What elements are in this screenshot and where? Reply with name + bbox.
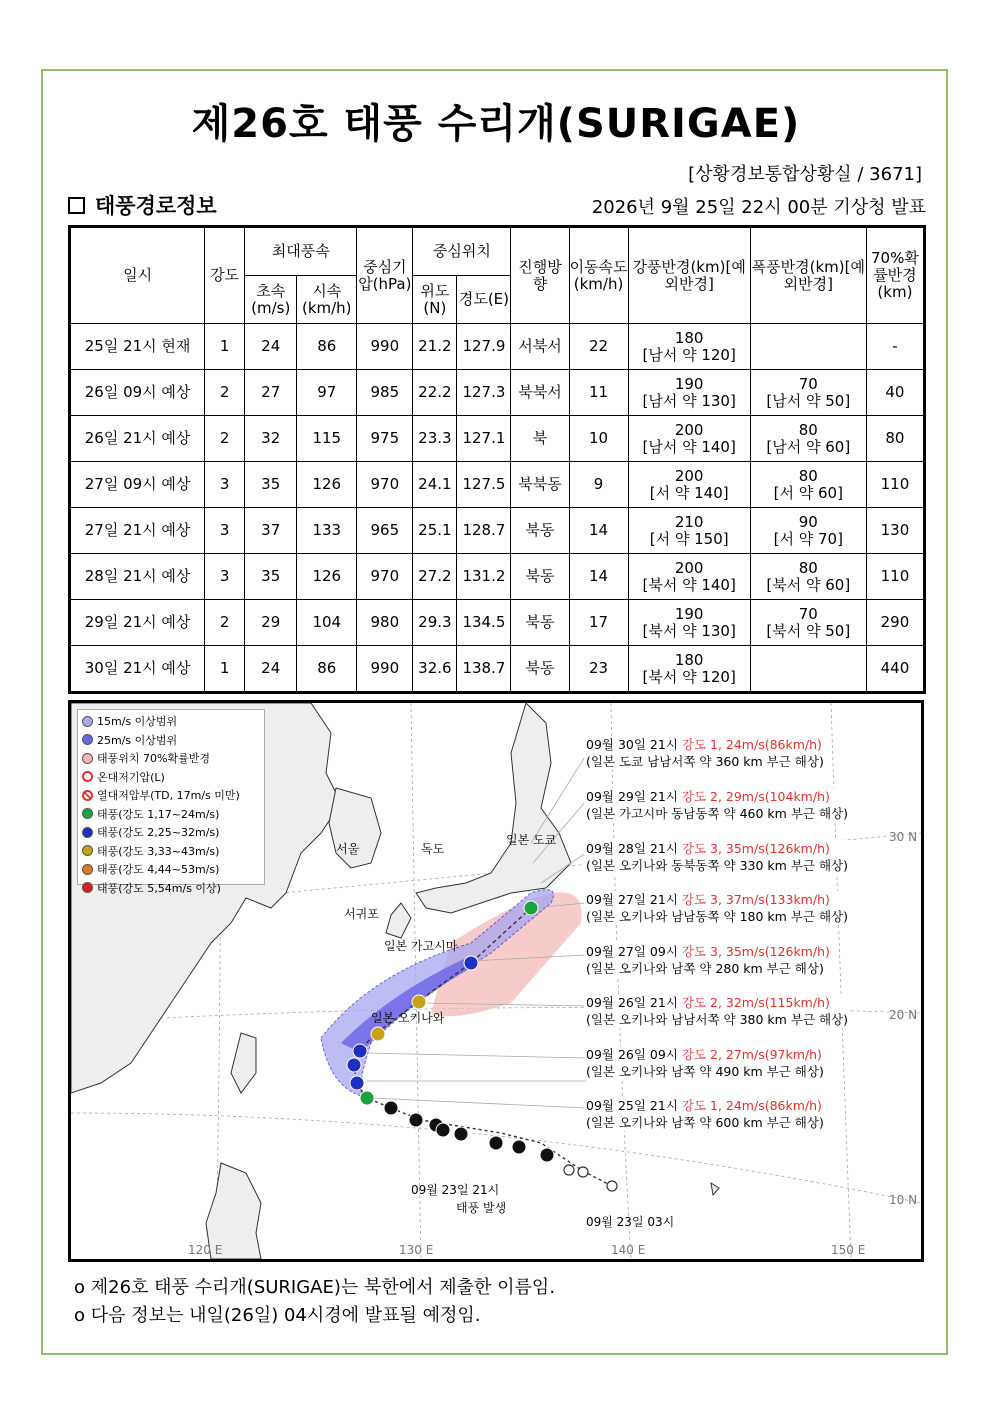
- cell-prob-radius: 440: [866, 646, 924, 693]
- cell-prob-radius: 130: [866, 508, 924, 554]
- legend-item: [82, 768, 260, 787]
- cell-time: 30일 21시 예상: [70, 646, 205, 693]
- cell-lon: 128.7: [457, 508, 511, 554]
- section-title: 태풍경로정보: [95, 194, 217, 218]
- cell-storm-radius: [750, 600, 866, 646]
- legend-label: 15m/s 이상범위: [97, 715, 178, 729]
- forecast-label: [584, 788, 850, 822]
- legend-swatch-icon: [82, 734, 93, 745]
- axis-lon-140: 140 E: [611, 1243, 646, 1257]
- cell-gale-radius: [628, 554, 750, 600]
- forecast-label: [584, 736, 826, 770]
- cell-direction: 북동: [511, 554, 569, 600]
- cell-direction: 서북서: [511, 324, 569, 370]
- cell-wind-ms: 27: [245, 370, 297, 416]
- radius-value: 180: [674, 650, 704, 669]
- table-row: [70, 600, 925, 646]
- track-table: [68, 225, 926, 694]
- forecast-date: 09월 26일 21시: [586, 995, 678, 1010]
- radius-value: 190: [674, 604, 704, 623]
- tropical-depression-icon: [607, 1181, 617, 1191]
- place-kagoshima: 일본 가고시마: [384, 939, 458, 953]
- issued-time: 2026년 9월 25일 22시 00분 기상청 발표: [591, 197, 926, 218]
- cell-lat: 25.1: [413, 508, 457, 554]
- legend-item: [82, 842, 260, 861]
- cell-wind-ms: 35: [245, 554, 297, 600]
- cell-lon: 131.2: [457, 554, 511, 600]
- cell-storm-radius: [750, 416, 866, 462]
- table-row: [70, 554, 925, 600]
- radius-value: 70: [798, 604, 818, 623]
- legend-label: 열대저압부(TD, 17m/s 미만): [97, 789, 240, 803]
- forecast-location: (일본 가고시마 동남동쪽 약 460 km 부근 해상): [586, 806, 848, 821]
- col-strength: 강도: [205, 227, 245, 324]
- forecast-strength: 강도 3, 37m/s(133km/h): [681, 892, 830, 907]
- cell-time: 27일 09시 예상: [70, 462, 205, 508]
- cell-pressure: 975: [357, 416, 413, 462]
- formation-label: 태풍 발생: [456, 1201, 507, 1215]
- cell-lon: 127.5: [457, 462, 511, 508]
- office-contact: [상황경보통합상황실 / 3671]: [688, 164, 922, 185]
- legend-item: [82, 712, 260, 731]
- cell-gale-radius: [628, 600, 750, 646]
- cell-time: 26일 21시 예상: [70, 416, 205, 462]
- place-tokyo: 일본 도쿄: [506, 833, 557, 847]
- cell-speed: 17: [569, 600, 628, 646]
- forecast-strength: 강도 3, 35m/s(126km/h): [681, 944, 830, 959]
- forecast-location: (일본 오키나와 동북동쪽 약 330 km 부근 해상): [586, 858, 848, 873]
- radius-value: 200: [674, 420, 704, 439]
- forecast-label: [584, 840, 850, 874]
- cell-lon: 134.5: [457, 600, 511, 646]
- forecast-label: [584, 1046, 826, 1080]
- col-wind-kmh: 시속(km/h): [297, 276, 357, 324]
- radius-value: 200: [674, 558, 704, 577]
- cell-gale-radius: [628, 646, 750, 693]
- forecast-location: (일본 오키나와 남남동쪽 약 180 km 부근 해상): [586, 909, 848, 924]
- cell-wind-ms: 35: [245, 462, 297, 508]
- cell-lat: 23.3: [413, 416, 457, 462]
- cell-strength: 2: [205, 370, 245, 416]
- cell-gale-radius: [628, 508, 750, 554]
- col-pressure: 중심기압(hPa): [357, 227, 413, 324]
- forecast-location: (일본 오키나와 남쪽 약 490 km 부근 해상): [586, 1064, 824, 1079]
- legend-swatch-icon: [82, 845, 93, 856]
- legend-item: [82, 749, 260, 768]
- legend-swatch-icon: [82, 882, 93, 893]
- legend-swatch-icon: [82, 753, 93, 764]
- axis-lat-30: 30 N: [889, 830, 918, 844]
- track-map: [68, 700, 924, 1262]
- cell-lat: 22.2: [413, 370, 457, 416]
- forecast-strength: 강도 1, 24m/s(86km/h): [681, 1098, 822, 1113]
- section-heading: [68, 190, 217, 220]
- cell-wind-ms: 24: [245, 646, 297, 693]
- forecast-date: 09월 27일 09시: [586, 944, 678, 959]
- cell-wind-ms: 24: [245, 324, 297, 370]
- forecast-strength: 강도 3, 35m/s(126km/h): [681, 841, 830, 856]
- cell-prob-radius: -: [866, 324, 924, 370]
- typhoon-position-icon: [464, 956, 478, 970]
- radius-exception: [서 약 60]: [773, 483, 843, 502]
- radius-exception: [북서 약 50]: [766, 621, 851, 640]
- legend-swatch-icon: [82, 808, 93, 819]
- typhoon-position-icon: [409, 1113, 423, 1127]
- forecast-date: 09월 27일 21시: [586, 892, 678, 907]
- cell-lat: 21.2: [413, 324, 457, 370]
- typhoon-position-icon: [436, 1123, 450, 1137]
- typhoon-position-icon: [353, 1044, 367, 1058]
- formation-date: 09월 23일 21시: [411, 1183, 500, 1197]
- forecast-strength: 강도 1, 24m/s(86km/h): [681, 737, 822, 752]
- radius-value: 180: [674, 328, 704, 347]
- cell-direction: 북북동: [511, 462, 569, 508]
- typhoon-position-icon: [540, 1148, 554, 1162]
- col-time: 일시: [70, 227, 205, 324]
- cell-time: 28일 21시 예상: [70, 554, 205, 600]
- legend-label: 태풍(강도 1,17~24m/s): [97, 807, 220, 821]
- cell-prob-radius: 110: [866, 462, 924, 508]
- forecast-date: 09월 29일 21시: [586, 789, 678, 804]
- table-row: [70, 508, 925, 554]
- axis-lon-130: 130 E: [399, 1243, 434, 1257]
- table-body: [70, 324, 925, 693]
- radius-exception: [남서 약 130]: [642, 391, 736, 410]
- cell-speed: 10: [569, 416, 628, 462]
- table-header: [70, 227, 925, 324]
- checkbox-icon: [68, 197, 85, 214]
- legend-item: [82, 879, 260, 898]
- col-center: 중심위치: [413, 227, 511, 276]
- cell-wind-kmh: 115: [297, 416, 357, 462]
- cell-speed: 11: [569, 370, 628, 416]
- forecast-location: (일본 오키나와 남쪽 약 600 km 부근 해상): [586, 1115, 824, 1130]
- legend-swatch-icon: [82, 864, 93, 875]
- cell-lon: 127.9: [457, 324, 511, 370]
- legend-label: 태풍위치 70%확률반경: [97, 752, 210, 766]
- axis-lon-150: 150 E: [831, 1243, 866, 1257]
- legend-item: [82, 860, 260, 879]
- tropical-depression-icon: [578, 1167, 588, 1177]
- note-next-issue: o 다음 정보는 내일(26일) 04시경에 발표될 예정임.: [74, 1305, 481, 1326]
- forecast-location: (일본 오키나와 남남서쪽 약 380 km 부근 해상): [586, 1012, 848, 1027]
- radius-exception: [북서 약 60]: [766, 575, 851, 594]
- radius-value: 200: [674, 466, 704, 485]
- typhoon-position-icon: [489, 1136, 503, 1150]
- cell-strength: 3: [205, 462, 245, 508]
- origin-date: 09월 23일 03시: [586, 1215, 675, 1229]
- cell-time: 29일 21시 예상: [70, 600, 205, 646]
- cell-direction: 북북서: [511, 370, 569, 416]
- typhoon-position-icon: [371, 1027, 385, 1041]
- cell-speed: 9: [569, 462, 628, 508]
- cell-wind-ms: 32: [245, 416, 297, 462]
- cell-direction: 북동: [511, 646, 569, 693]
- forecast-location: (일본 오키나와 남쪽 약 280 km 부근 해상): [586, 961, 824, 976]
- forecast-strength: 강도 2, 32m/s(115km/h): [681, 995, 830, 1010]
- cell-lon: 127.3: [457, 370, 511, 416]
- forecast-date: 09월 30일 21시: [586, 737, 678, 752]
- forecast-strength: 강도 2, 27m/s(97km/h): [681, 1047, 822, 1062]
- legend-swatch-icon: [82, 827, 93, 838]
- cell-lon: 127.1: [457, 416, 511, 462]
- cell-lon: 138.7: [457, 646, 511, 693]
- cell-gale-radius: [628, 416, 750, 462]
- typhoon-position-icon: [412, 995, 426, 1009]
- cell-direction: 북동: [511, 600, 569, 646]
- radius-value: 70: [798, 374, 818, 393]
- cell-wind-kmh: 126: [297, 462, 357, 508]
- cell-speed: 23: [569, 646, 628, 693]
- cell-time: 26일 09시 예상: [70, 370, 205, 416]
- radius-exception: [북서 약 130]: [642, 621, 736, 640]
- note-name-origin: o 제26호 태풍 수리개(SURIGAE)는 북한에서 제출한 이름임.: [74, 1277, 556, 1298]
- cell-pressure: 970: [357, 462, 413, 508]
- col-direction: 진행방향: [511, 227, 569, 324]
- cell-strength: 2: [205, 416, 245, 462]
- cell-storm-radius: [750, 462, 866, 508]
- forecast-location: (일본 도쿄 남남서쪽 약 360 km 부근 해상): [586, 754, 824, 769]
- axis-lon-120: 120 E: [188, 1243, 223, 1257]
- cell-lat: 32.6: [413, 646, 457, 693]
- radius-value: 80: [798, 420, 818, 439]
- cell-storm-radius: [750, 324, 866, 370]
- cell-pressure: 990: [357, 324, 413, 370]
- cell-speed: 14: [569, 554, 628, 600]
- radius-exception: [북서 약 140]: [642, 575, 736, 594]
- legend-swatch-icon: [82, 716, 93, 727]
- col-prob-radius: 70%확률반경(km): [866, 227, 924, 324]
- radius-value: 210: [674, 512, 704, 531]
- cell-storm-radius: [750, 554, 866, 600]
- cell-pressure: 965: [357, 508, 413, 554]
- map-legend: [77, 709, 265, 895]
- legend-label: 태풍(강도 2,25~32m/s): [97, 826, 220, 840]
- cell-lat: 29.3: [413, 600, 457, 646]
- radius-exception: [북서 약 120]: [642, 667, 736, 686]
- axis-lat-20: 20 N: [889, 1008, 918, 1022]
- table-row: [70, 324, 925, 370]
- cell-strength: 3: [205, 554, 245, 600]
- cell-prob-radius: 110: [866, 554, 924, 600]
- typhoon-position-icon: [454, 1127, 468, 1141]
- cell-storm-radius: [750, 370, 866, 416]
- place-seoul: 서울: [336, 842, 360, 856]
- cell-speed: 22: [569, 324, 628, 370]
- forecast-label: [584, 943, 832, 977]
- radius-exception: [남서 약 60]: [766, 437, 851, 456]
- cell-wind-kmh: 126: [297, 554, 357, 600]
- cell-strength: 3: [205, 508, 245, 554]
- col-max-wind: 최대풍속: [245, 227, 357, 276]
- cell-strength: 2: [205, 600, 245, 646]
- cell-pressure: 980: [357, 600, 413, 646]
- typhoon-position-icon: [524, 901, 538, 915]
- cell-time: 27일 21시 예상: [70, 508, 205, 554]
- typhoon-position-icon: [512, 1140, 526, 1154]
- typhoon-position-icon: [347, 1058, 361, 1072]
- radius-value: 80: [798, 466, 818, 485]
- legend-swatch-icon: [82, 790, 93, 801]
- col-wind-ms: 초속(m/s): [245, 276, 297, 324]
- cell-gale-radius: [628, 324, 750, 370]
- cell-strength: 1: [205, 324, 245, 370]
- tropical-depression-icon: [564, 1165, 574, 1175]
- radius-exception: [남서 약 50]: [766, 391, 851, 410]
- cell-gale-radius: [628, 370, 750, 416]
- cell-pressure: 970: [357, 554, 413, 600]
- radius-value: 90: [798, 512, 818, 531]
- forecast-date: 09월 25일 21시: [586, 1098, 678, 1113]
- place-seogwipo: 서귀포: [344, 907, 379, 921]
- col-speed: 이동속도(km/h): [569, 227, 628, 324]
- cell-wind-kmh: 86: [297, 324, 357, 370]
- typhoon-position-icon: [350, 1076, 364, 1090]
- cell-lat: 27.2: [413, 554, 457, 600]
- cell-storm-radius: [750, 646, 866, 693]
- col-gale-radius: 강풍반경(km)[예외반경]: [628, 227, 750, 324]
- forecast-date: 09월 28일 21시: [586, 841, 678, 856]
- legend-item: [82, 823, 260, 842]
- col-lon: 경도(E): [457, 276, 511, 324]
- forecast-strength: 강도 2, 29m/s(104km/h): [681, 789, 830, 804]
- cell-wind-kmh: 104: [297, 600, 357, 646]
- radius-value: 80: [798, 558, 818, 577]
- radius-value: 190: [674, 374, 704, 393]
- cell-storm-radius: [750, 508, 866, 554]
- legend-item: [82, 786, 260, 805]
- cell-pressure: 985: [357, 370, 413, 416]
- cell-time: 25일 21시 현재: [70, 324, 205, 370]
- cell-pressure: 990: [357, 646, 413, 693]
- typhoon-position-icon: [384, 1101, 398, 1115]
- col-lat: 위도(N): [413, 276, 457, 324]
- cell-wind-ms: 29: [245, 600, 297, 646]
- table-row: [70, 462, 925, 508]
- radius-exception: [서 약 70]: [773, 529, 843, 548]
- page-title: 제26호 태풍 수리개(SURIGAE): [191, 101, 801, 147]
- legend-label: 온대저기압(L): [97, 770, 165, 784]
- place-okinawa: 일본 오키나와: [371, 1011, 445, 1025]
- typhoon-position-icon: [360, 1091, 374, 1105]
- cell-prob-radius: 80: [866, 416, 924, 462]
- col-storm-radius: 폭풍반경(km)[예외반경]: [750, 227, 866, 324]
- forecast-date: 09월 26일 09시: [586, 1047, 678, 1062]
- legend-item: [82, 805, 260, 824]
- cell-lat: 24.1: [413, 462, 457, 508]
- forecast-label: [584, 1097, 826, 1131]
- place-dokdo: 독도: [421, 842, 445, 856]
- cell-prob-radius: 40: [866, 370, 924, 416]
- legend-swatch-icon: [82, 771, 93, 782]
- legend-item: [82, 731, 260, 750]
- radius-exception: [남서 약 140]: [642, 437, 736, 456]
- axis-lat-10: 10 N: [889, 1193, 918, 1207]
- cell-prob-radius: 290: [866, 600, 924, 646]
- cell-wind-kmh: 86: [297, 646, 357, 693]
- cell-wind-kmh: 133: [297, 508, 357, 554]
- cell-wind-kmh: 97: [297, 370, 357, 416]
- radius-exception: [서 약 140]: [649, 483, 729, 502]
- legend-label: 태풍(강도 3,33~43m/s): [97, 844, 220, 858]
- radius-exception: [남서 약 120]: [642, 345, 736, 364]
- cell-gale-radius: [628, 462, 750, 508]
- legend-label: 태풍(강도 4,44~53m/s): [97, 863, 220, 877]
- cell-direction: 북동: [511, 508, 569, 554]
- forecast-label: [584, 891, 850, 925]
- legend-label: 태풍(강도 5,54m/s 이상): [97, 881, 221, 895]
- table-row: [70, 370, 925, 416]
- cell-direction: 북: [511, 416, 569, 462]
- forecast-label: [584, 994, 850, 1028]
- cell-wind-ms: 37: [245, 508, 297, 554]
- cell-speed: 14: [569, 508, 628, 554]
- radius-exception: [서 약 150]: [649, 529, 729, 548]
- table-row: [70, 646, 925, 693]
- cell-strength: 1: [205, 646, 245, 693]
- table-row: [70, 416, 925, 462]
- legend-label: 25m/s 이상범위: [97, 733, 178, 747]
